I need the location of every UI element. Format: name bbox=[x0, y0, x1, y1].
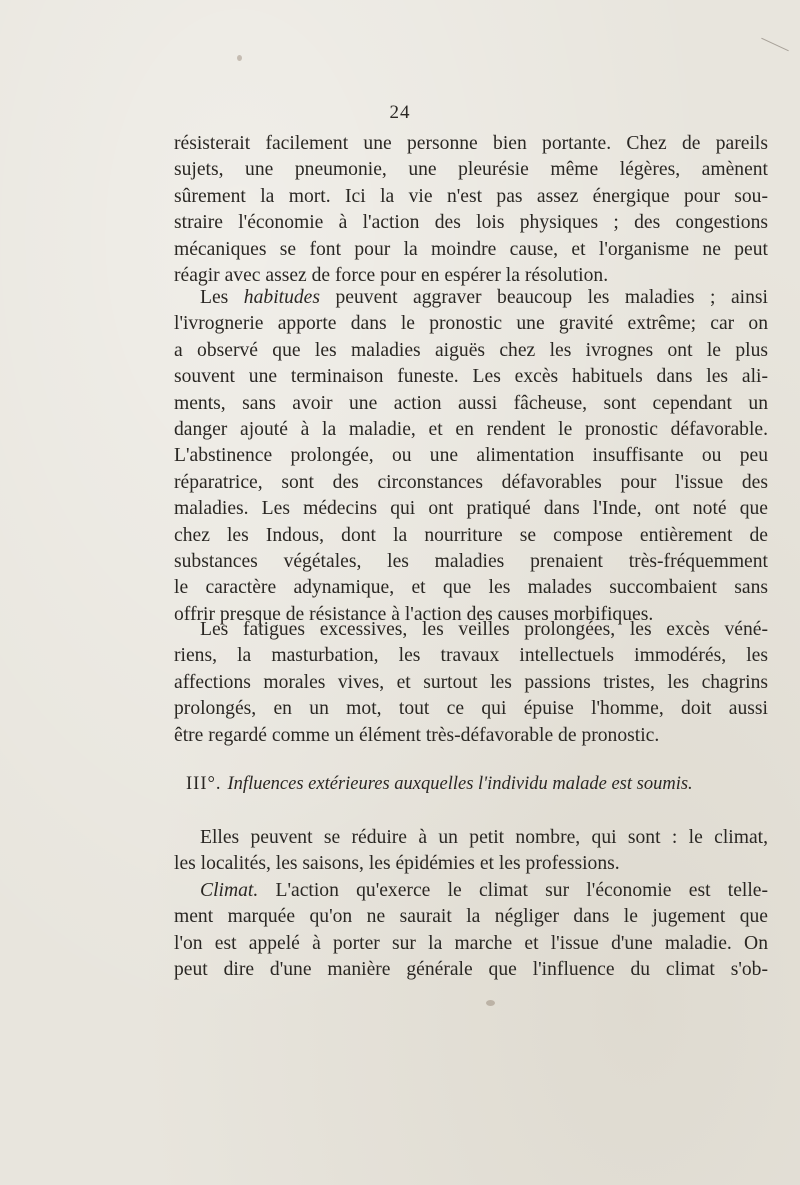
text-line: sûrement la mort. Ici la vie n'est pas assez énergique pour sou- bbox=[174, 185, 768, 207]
text-line: les localités, les saisons, les épidémies et les professions. bbox=[174, 853, 620, 875]
text-line: chez les Indous, dont la nourriture se compose entièrement de bbox=[174, 524, 768, 546]
text-line: maladies. Les médecins qui ont pratiqué dans l'Inde, ont noté que bbox=[174, 498, 768, 520]
paper-spot bbox=[237, 55, 242, 61]
text-line: danger ajouté à la maladie, et en rendent le pronostic défavorable. bbox=[174, 419, 768, 441]
text-line: riens, la masturbation, les travaux intellectuels immodérés, les bbox=[174, 645, 768, 667]
text-line: souvent une terminaison funeste. Les excès habituels dans les ali- bbox=[174, 366, 768, 388]
italic-term: Climat. bbox=[200, 879, 259, 901]
paper-mark bbox=[761, 38, 789, 52]
text-line: réparatrice, sont des circonstances défavorables pour l'issue des bbox=[174, 471, 768, 493]
text-line: substances végétales, les maladies prenaient très-fréquemment bbox=[174, 551, 768, 573]
text-line bbox=[174, 285, 768, 311]
text-line: Elles peuvent se réduire à un petit nombre, qui sont : le climat, bbox=[200, 827, 768, 848]
text-run: peuvent aggraver beaucoup les maladies ; ainsi bbox=[320, 287, 768, 308]
paragraph-influences bbox=[174, 825, 768, 983]
text-line: offrir presque de résistance à l'action des causes morbifiques. bbox=[174, 603, 654, 625]
text-line: ment marquée qu'on ne saurait la négliger dans le jugement que bbox=[174, 906, 768, 928]
text-line: sujets, une pneumonie, une pleurésie même légères, amènent bbox=[174, 159, 768, 181]
text-line: l'ivrognerie apporte dans le pronostic une gravité extrême; car on bbox=[174, 313, 768, 335]
text-run: L'action qu'exerce le climat sur l'économie est telle- bbox=[258, 879, 768, 901]
text-line: peut dire d'une manière générale que l'influence du climat s'ob- bbox=[174, 959, 768, 981]
text-line: a observé que les maladies aiguës chez les ivrognes ont le plus bbox=[174, 339, 768, 361]
text-line bbox=[174, 878, 768, 904]
text-line: mécaniques se font pour la moindre cause, et l'organisme ne peut bbox=[174, 238, 768, 260]
paragraph-habitudes bbox=[174, 285, 768, 628]
paragraph-fatigues bbox=[174, 617, 768, 749]
italic-term: habitudes bbox=[243, 287, 320, 308]
text-line: Les fatigues excessives, les veilles prolongées, les excès véné- bbox=[200, 619, 768, 640]
text-run: Les bbox=[200, 287, 244, 308]
text-line: résisterait facilement une personne bien portante. Chez de pareils bbox=[174, 133, 768, 154]
text-line: l'on est appelé à porter sur la marche et l'issue d'une maladie. On bbox=[174, 932, 768, 954]
section-title: Influences extérieures auxquelles l'individu malade est soumis. bbox=[227, 774, 693, 794]
section-heading bbox=[186, 774, 766, 795]
paragraph-continuation bbox=[174, 131, 768, 289]
page-number: 24 bbox=[389, 102, 411, 123]
text-line: L'abstinence prolongée, ou une alimentation insuffisante ou peu bbox=[174, 445, 768, 467]
text-line: ments, sans avoir une action aussi fâcheuse, sont cependant un bbox=[174, 392, 768, 414]
text-line: réagir avec assez de force pour en espérer la résolution. bbox=[174, 265, 609, 287]
section-number: III°. bbox=[186, 774, 222, 794]
paper-spot bbox=[486, 1000, 495, 1006]
text-line: prolongés, en un mot, tout ce qui épuise l'homme, doit aussi bbox=[174, 698, 768, 720]
text-line: straire l'économie à l'action des lois physiques ; des congestions bbox=[174, 212, 768, 234]
text-line: le caractère adynamique, et que les malades succombaient sans bbox=[174, 577, 768, 599]
text-line: être regardé comme un élément très-défavorable de pronostic. bbox=[174, 724, 660, 746]
text-line: affections morales vives, et surtout les passions tristes, les chagrins bbox=[174, 671, 768, 693]
